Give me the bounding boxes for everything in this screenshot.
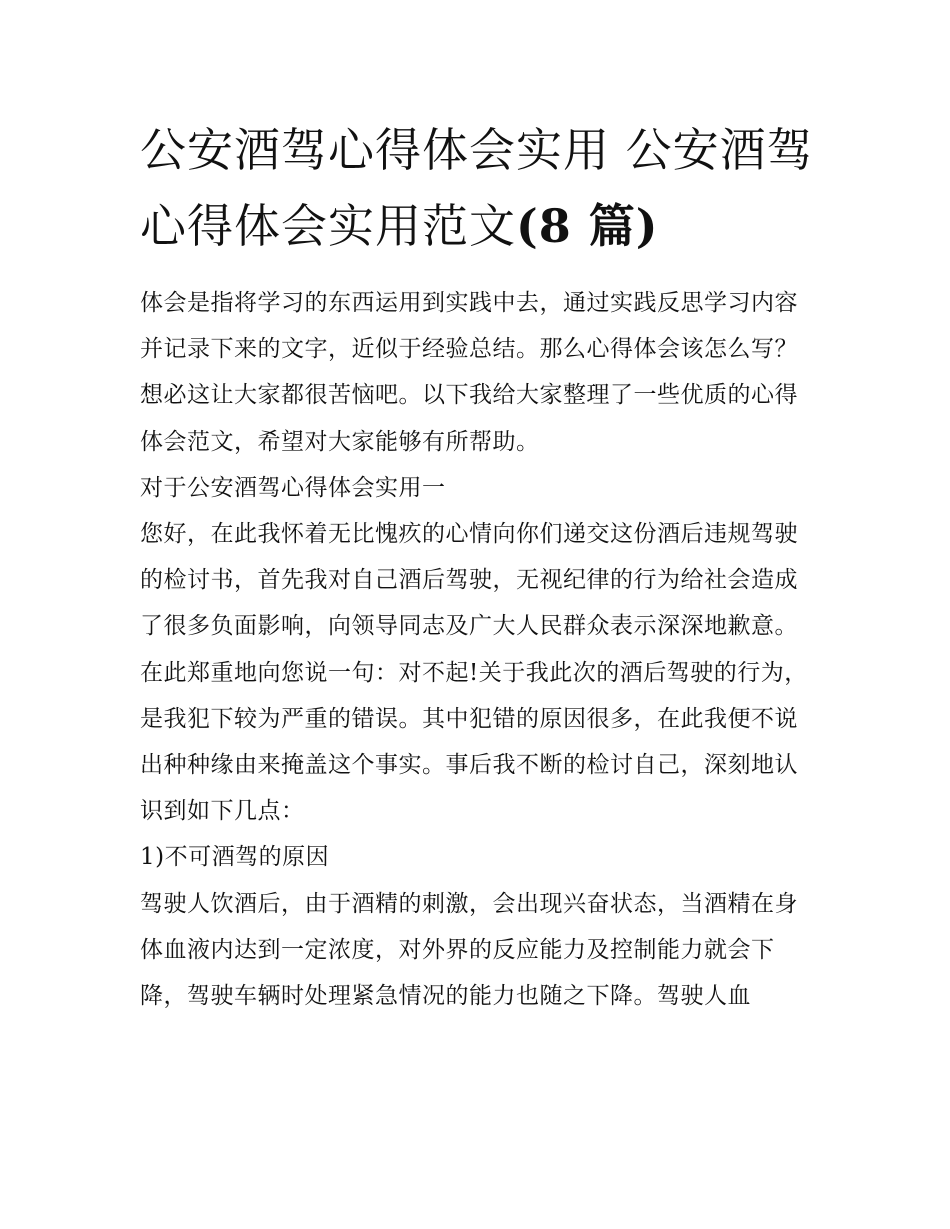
title-text: 公安酒驾心得体会实用 公安酒驾心得体会实用范文 — [140, 123, 814, 253]
subsection-heading: 1)不可酒驾的原因 — [140, 844, 330, 871]
body-paragraph: 驾驶人饮酒后，由于酒精的刺激，会出现兴奋状态，当酒精在身体血液内达到一定浓度，对外界的反应能力及控制能力就会下降，驾驶车辆时处理紧急情况的能力也随之下降。驾驶人血 — [140, 890, 798, 1010]
section-heading: 对于公安酒驾心得体会实用一 — [140, 474, 446, 501]
document-title — [140, 112, 820, 264]
body-paragraph: 您好，在此我怀着无比愧疚的心情向你们递交这份酒后违规驾驶的检讨书，首先我对自己酒后驾驶，无视纪律的行为给社会造成了很多负面影响，向领导同志及广大人民群众表示深深地歉意。在此郑重地向您说一句：对不起!关于我此次的酒后驾驶的行为，是我犯下较为严重的错误。其中犯错的原因很多，在此我便不说出种种缘由来掩盖这个事实。事后我不断的检讨自己，深刻地认识到如下几点： — [140, 521, 808, 825]
document-body — [140, 280, 815, 1019]
title-count: (8 篇) — [516, 199, 659, 253]
intro-paragraph: 体会是指将学习的东西运用到实践中去，通过实践反思学习内容并记录下来的文字，近似于经验总结。那么心得体会该怎么写？想必这让大家都很苦恼吧。以下我给大家整理了一些优质的心得体会范文，希望对大家能够有所帮助。 — [140, 290, 798, 455]
